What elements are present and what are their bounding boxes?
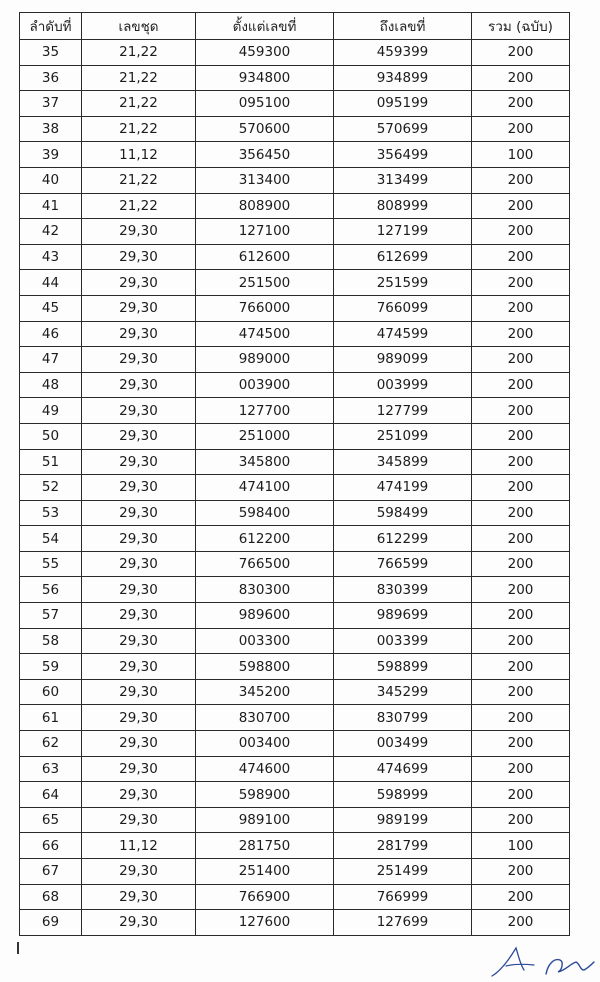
cell-from-number: 598900 [196,782,334,808]
table-row [20,859,570,885]
cell-total-copies: 200 [472,449,570,475]
cell-to-number: 570699 [334,116,472,142]
cell-order: 46 [20,321,82,347]
cell-total-copies: 200 [472,807,570,833]
cell-total-copies: 200 [472,295,570,321]
cell-set-number: 21,22 [82,167,196,193]
cell-from-number: 127600 [196,910,334,936]
cell-to-number: 003999 [334,372,472,398]
cell-order: 36 [20,65,82,91]
cell-order: 51 [20,449,82,475]
cell-total-copies: 200 [472,423,570,449]
cell-total-copies: 200 [472,347,570,373]
cell-to-number: 127699 [334,910,472,936]
cell-order: 69 [20,910,82,936]
cell-total-copies: 200 [472,603,570,629]
cell-order: 50 [20,423,82,449]
cell-from-number: 251500 [196,270,334,296]
cell-total-copies: 200 [472,65,570,91]
cell-total-copies: 200 [472,884,570,910]
cell-order: 57 [20,603,82,629]
cell-set-number: 29,30 [82,295,196,321]
cell-order: 52 [20,475,82,501]
cell-from-number: 766500 [196,551,334,577]
table-row [20,475,570,501]
cell-set-number: 29,30 [82,219,196,245]
cell-to-number: 766999 [334,884,472,910]
cell-to-number: 766099 [334,295,472,321]
cell-set-number: 21,22 [82,40,196,66]
cell-to-number: 251599 [334,270,472,296]
cell-set-number: 11,12 [82,833,196,859]
cell-set-number: 11,12 [82,142,196,168]
margin-mark [17,942,19,954]
table-row [20,910,570,936]
table-row [20,449,570,475]
cell-set-number: 29,30 [82,654,196,680]
cell-set-number: 29,30 [82,731,196,757]
cell-order: 61 [20,705,82,731]
table-row [20,193,570,219]
table-row [20,705,570,731]
cell-from-number: 281750 [196,833,334,859]
cell-to-number: 989099 [334,347,472,373]
table-row [20,398,570,424]
cell-set-number: 29,30 [82,526,196,552]
lottery-number-table [19,12,570,936]
cell-order: 49 [20,398,82,424]
table-row [20,526,570,552]
cell-from-number: 989600 [196,603,334,629]
cell-order: 47 [20,347,82,373]
cell-order: 40 [20,167,82,193]
table-row [20,91,570,117]
cell-total-copies: 200 [472,910,570,936]
cell-total-copies: 200 [472,475,570,501]
header-to-number: ถึงเลขที่ [334,13,472,40]
cell-total-copies: 200 [472,705,570,731]
cell-set-number: 29,30 [82,910,196,936]
cell-total-copies: 200 [472,756,570,782]
cell-from-number: 127700 [196,398,334,424]
cell-order: 38 [20,116,82,142]
cell-to-number: 474599 [334,321,472,347]
cell-set-number: 29,30 [82,705,196,731]
cell-from-number: 127100 [196,219,334,245]
cell-order: 35 [20,40,82,66]
cell-to-number: 598899 [334,654,472,680]
table-row [20,731,570,757]
cell-order: 45 [20,295,82,321]
cell-order: 62 [20,731,82,757]
cell-order: 56 [20,577,82,603]
cell-set-number: 29,30 [82,321,196,347]
cell-from-number: 095100 [196,91,334,117]
table-row [20,807,570,833]
cell-to-number: 127799 [334,398,472,424]
table-row [20,884,570,910]
cell-from-number: 003400 [196,731,334,757]
cell-order: 43 [20,244,82,270]
table-row [20,679,570,705]
table-row [20,372,570,398]
table-row [20,782,570,808]
cell-order: 53 [20,500,82,526]
table-row [20,603,570,629]
table-row [20,551,570,577]
cell-to-number: 474699 [334,756,472,782]
cell-from-number: 003300 [196,628,334,654]
cell-to-number: 345299 [334,679,472,705]
cell-set-number: 29,30 [82,679,196,705]
cell-from-number: 989000 [196,347,334,373]
cell-from-number: 808900 [196,193,334,219]
cell-set-number: 29,30 [82,551,196,577]
cell-to-number: 598999 [334,782,472,808]
cell-total-copies: 200 [472,91,570,117]
cell-set-number: 29,30 [82,244,196,270]
cell-set-number: 29,30 [82,347,196,373]
cell-total-copies: 200 [472,167,570,193]
cell-set-number: 29,30 [82,577,196,603]
table-row [20,40,570,66]
table-row [20,654,570,680]
cell-to-number: 313499 [334,167,472,193]
cell-to-number: 474199 [334,475,472,501]
cell-total-copies: 200 [472,116,570,142]
cell-set-number: 29,30 [82,782,196,808]
cell-from-number: 830700 [196,705,334,731]
table-row [20,116,570,142]
cell-set-number: 21,22 [82,65,196,91]
cell-to-number: 251099 [334,423,472,449]
cell-total-copies: 200 [472,398,570,424]
cell-from-number: 598800 [196,654,334,680]
cell-set-number: 29,30 [82,807,196,833]
cell-set-number: 29,30 [82,884,196,910]
cell-total-copies: 200 [472,859,570,885]
cell-from-number: 474100 [196,475,334,501]
cell-order: 58 [20,628,82,654]
table-row [20,219,570,245]
table-row [20,142,570,168]
cell-total-copies: 200 [472,244,570,270]
table-row [20,295,570,321]
header-from-number: ตั้งแต่เลขที่ [196,13,334,40]
cell-from-number: 934800 [196,65,334,91]
cell-total-copies: 200 [472,782,570,808]
cell-from-number: 598400 [196,500,334,526]
cell-to-number: 281799 [334,833,472,859]
cell-total-copies: 200 [472,526,570,552]
cell-total-copies: 200 [472,731,570,757]
cell-from-number: 830300 [196,577,334,603]
cell-to-number: 612299 [334,526,472,552]
cell-total-copies: 200 [472,628,570,654]
table-row [20,577,570,603]
cell-set-number: 29,30 [82,475,196,501]
cell-from-number: 474500 [196,321,334,347]
cell-total-copies: 200 [472,679,570,705]
cell-order: 66 [20,833,82,859]
table-row [20,244,570,270]
cell-to-number: 345899 [334,449,472,475]
cell-from-number: 989100 [196,807,334,833]
cell-to-number: 766599 [334,551,472,577]
cell-total-copies: 200 [472,372,570,398]
cell-total-copies: 200 [472,551,570,577]
table-header-row [20,13,570,40]
cell-from-number: 345800 [196,449,334,475]
cell-order: 64 [20,782,82,808]
cell-from-number: 313400 [196,167,334,193]
cell-set-number: 29,30 [82,372,196,398]
cell-order: 55 [20,551,82,577]
cell-from-number: 474600 [196,756,334,782]
cell-order: 65 [20,807,82,833]
cell-order: 48 [20,372,82,398]
cell-set-number: 29,30 [82,423,196,449]
cell-total-copies: 100 [472,142,570,168]
cell-total-copies: 200 [472,40,570,66]
header-set-number: เลขชุด [82,13,196,40]
cell-to-number: 830799 [334,705,472,731]
cell-set-number: 29,30 [82,270,196,296]
table-row [20,833,570,859]
cell-from-number: 570600 [196,116,334,142]
table-row [20,423,570,449]
cell-total-copies: 200 [472,654,570,680]
cell-to-number: 934899 [334,65,472,91]
cell-from-number: 356450 [196,142,334,168]
cell-set-number: 29,30 [82,398,196,424]
table-row [20,756,570,782]
table-row [20,65,570,91]
cell-set-number: 29,30 [82,628,196,654]
cell-to-number: 356499 [334,142,472,168]
cell-to-number: 989199 [334,807,472,833]
cell-from-number: 251000 [196,423,334,449]
table-row [20,167,570,193]
cell-from-number: 251400 [196,859,334,885]
cell-total-copies: 200 [472,219,570,245]
cell-from-number: 459300 [196,40,334,66]
cell-total-copies: 200 [472,193,570,219]
cell-order: 39 [20,142,82,168]
cell-order: 41 [20,193,82,219]
cell-to-number: 612699 [334,244,472,270]
cell-order: 59 [20,654,82,680]
cell-from-number: 612200 [196,526,334,552]
cell-from-number: 612600 [196,244,334,270]
table-body [20,40,570,936]
cell-to-number: 989699 [334,603,472,629]
cell-to-number: 251499 [334,859,472,885]
cell-from-number: 345200 [196,679,334,705]
table-row [20,321,570,347]
header-total-copies: รวม (ฉบับ) [472,13,570,40]
signature-mark [488,940,598,980]
cell-to-number: 598499 [334,500,472,526]
cell-set-number: 21,22 [82,193,196,219]
cell-to-number: 808999 [334,193,472,219]
table-row [20,500,570,526]
cell-order: 68 [20,884,82,910]
cell-set-number: 29,30 [82,500,196,526]
cell-to-number: 459399 [334,40,472,66]
cell-order: 44 [20,270,82,296]
cell-set-number: 29,30 [82,603,196,629]
table-row [20,270,570,296]
cell-to-number: 003399 [334,628,472,654]
cell-from-number: 766900 [196,884,334,910]
cell-order: 42 [20,219,82,245]
cell-set-number: 29,30 [82,756,196,782]
cell-order: 54 [20,526,82,552]
table-row [20,347,570,373]
cell-order: 63 [20,756,82,782]
cell-total-copies: 200 [472,270,570,296]
cell-total-copies: 200 [472,577,570,603]
cell-set-number: 29,30 [82,859,196,885]
cell-total-copies: 200 [472,321,570,347]
cell-order: 37 [20,91,82,117]
cell-from-number: 766000 [196,295,334,321]
cell-total-copies: 100 [472,833,570,859]
cell-set-number: 29,30 [82,449,196,475]
cell-set-number: 21,22 [82,116,196,142]
cell-to-number: 127199 [334,219,472,245]
cell-to-number: 003499 [334,731,472,757]
cell-from-number: 003900 [196,372,334,398]
table-row [20,628,570,654]
header-order: ลำดับที่ [20,13,82,40]
cell-order: 67 [20,859,82,885]
cell-to-number: 830399 [334,577,472,603]
cell-to-number: 095199 [334,91,472,117]
cell-order: 60 [20,679,82,705]
cell-total-copies: 200 [472,500,570,526]
cell-set-number: 21,22 [82,91,196,117]
